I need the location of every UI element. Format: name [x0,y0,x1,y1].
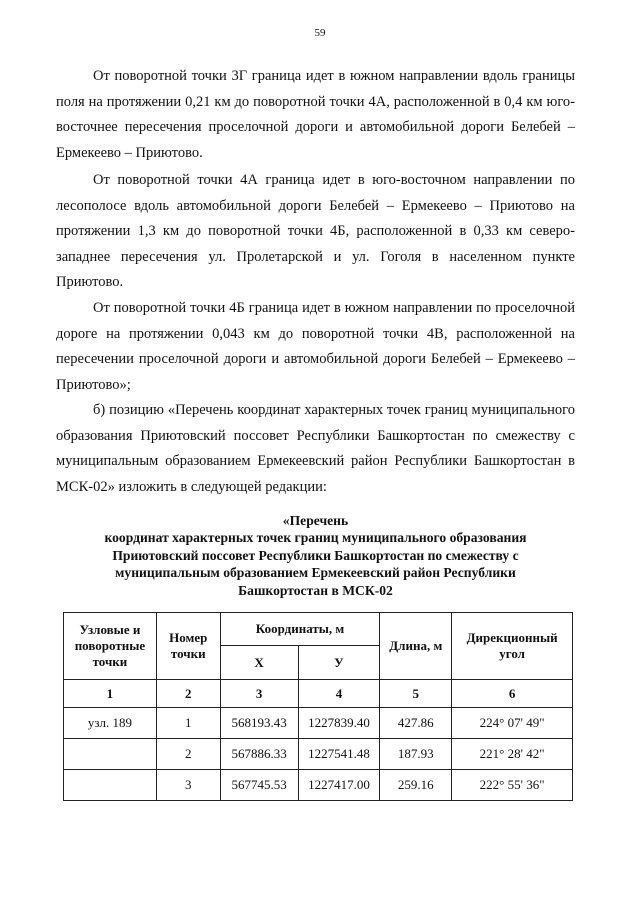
paragraph-4 [56,398,575,500]
cell-point: 3 [156,770,220,801]
cell-point: 1 [156,708,220,739]
header-y: У [298,646,380,680]
heading-line: «Перечень [282,513,349,528]
cell-y: 1227417.00 [298,770,380,801]
column-number: 4 [298,680,380,708]
coordinates-table [63,612,573,801]
cell-x: 567886.33 [220,739,298,770]
cell-angle: 224° 07' 49" [452,708,573,739]
paragraph-text: От поворотной точки 4Б граница идет в южном направлении по проселочной дороге на протяжении 0,043 км до поворотной точки 4В, расположенной на пересечении проселочной дороги и автомобильной дороги Белебей – Ермекеево – Приютово»; [56,300,575,393]
header-point-number: Номер точки [156,613,220,680]
paragraph-text: б) позицию «Перечень координат характерных точек границ муниципального образования Приютовский поссовет Республики Башкортостан по смежеству с муниципальным образованием Ермекеевский район Республики Башкортостан в МСК-02» изложить в следующей редакции: [56,402,575,495]
heading-line: Приютовский поссовет Республики Башкортостан по смежеству с [112,547,519,563]
column-number: 2 [156,680,220,708]
paragraph-text: От поворотной точки 3Г граница идет в южном направлении вдоль границы поля на протяжении 0,21 км до поворотной точки 4А, расположенной в 0,4 км юго-восточнее пересечения проселочной дороги и автомобильной дороги Белебей – Ермекеево – Приютово. [56,68,575,161]
header-x: X [220,646,298,680]
cell-angle: 222° 55' 36" [452,770,573,801]
heading-line: муниципальным образованием Ермекеевский район Республики [115,565,516,581]
header-direction: Дирекционный угол [452,613,573,680]
heading-line: координат характерных точек границ муниципального образования [104,530,527,546]
cell-node [64,739,157,770]
paragraph-text: От поворотной точки 4А граница идет в юго-восточном направлении по лесополосе вдоль автомобильной дороги Белебей – Ермекеево – Приютово на протяжении 1,3 км до поворотной точки 4Б, расположенной в 0,33 км северо-западнее пересечения ул. Пролетарской и ул. Гоголя в населенном пункте Приютово. [56,172,575,291]
paragraph-2 [56,168,575,296]
cell-length: 259.16 [380,770,452,801]
cell-length: 187.93 [380,739,452,770]
cell-y: 1227839.40 [298,708,380,739]
paragraph-3 [56,296,575,398]
cell-x: 568193.43 [220,708,298,739]
header-length: Длина, м [380,613,452,680]
cell-node: узл. 189 [64,708,157,739]
page-number: 59 [314,27,326,39]
header-nodes: Узловые и поворотные точки [64,613,157,680]
cell-y: 1227541.48 [298,739,380,770]
table-heading [56,512,575,599]
paragraph-1 [56,64,575,166]
cell-node [64,770,157,801]
table-row [64,770,573,801]
cell-x: 567745.53 [220,770,298,801]
column-number: 6 [452,680,573,708]
column-number: 3 [220,680,298,708]
heading-line: Башкортостан в МСК-02 [238,582,393,598]
cell-length: 427.86 [380,708,452,739]
column-number: 5 [380,680,452,708]
column-number: 1 [64,680,157,708]
cell-angle: 221° 28' 42" [452,739,573,770]
table-row [64,739,573,770]
table-row [64,708,573,739]
cell-point: 2 [156,739,220,770]
header-coordinates: Координаты, м [220,613,380,646]
